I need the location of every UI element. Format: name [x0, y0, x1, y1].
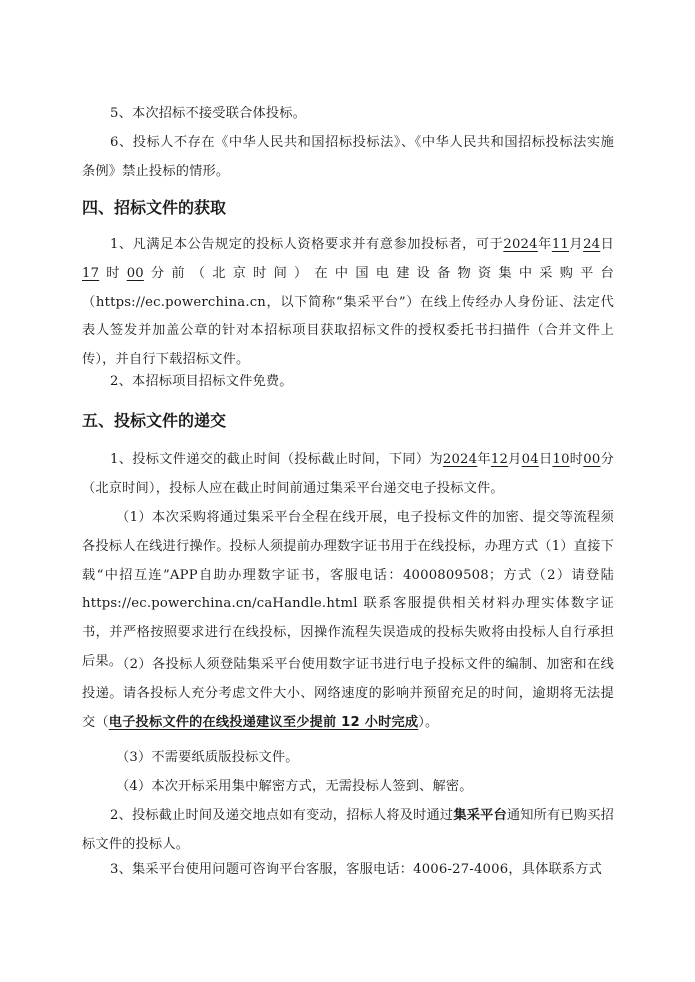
section-5-sub-item-1: （1）本次采购将通过集采平台全程在线开展，电子投标文件的加密、提交等流程须各投标人在线进行操作。投标人须提前办理数字证书用于在线投标，办理方式（1）直接下载“中招互连”APP自助办理数字证书，客服电话：4000809508；方式（2）请登陆 https://ec.powerchina.cn/caHandle.html 联系客服提供相关材料办理实体数字证书，并严格按照要求进行在线投标，因操作流程失误造成的投标失败将由投标人自行承担后果。 — [82, 510, 614, 669]
section-4-paragraph-1: 1、凡满足本公告规定的投标人资格要求并有意参加投标者，可于2024年11月24日17时00分前（北京时间）在中国电建设备物资集中采购平台（https://ec.powerchina.cn，以下简称“集采平台”）在线上传经办人身份证、法定代表人签发并加盖公章的针对本招标项目获取招标文件的授权委托书扫描件（合并文件上传），并自行下载招标文件。 — [82, 237, 614, 368]
section-5-paragraph-2: 2、投标截止时间及递交地点如有变动，招标人将及时通过集采平台通知所有已购买招标文件的投标人。 — [82, 808, 614, 852]
section-5-paragraph-3: 3、集采平台使用问题可咨询平台客服，客服电话：4006-27-4006，具体联系方式 — [110, 862, 603, 877]
platform-name: 集采平台 — [453, 808, 507, 823]
section-4-paragraph-2: 2、本招标项目招标文件免费。 — [110, 374, 293, 389]
section-5-sub-item-4: （4）本次开标采用集中解密方式，无需投标人签到、解密。 — [116, 779, 473, 794]
section-5-paragraph-1: 1、投标文件递交的截止时间（投标截止时间，下同）为2024年12月04日10时00分（北京时间），投标人应在截止时间前通过集采平台递交电子投标文件。 — [82, 452, 614, 496]
deadline-advice: 电子投标文件的在线投递建议至少提前 12 小时完成 — [108, 714, 419, 730]
section-4-title: 四、招标文件的获取 — [82, 198, 227, 217]
section-5-sub-item-3: （3）不需要纸质版投标文件。 — [116, 750, 299, 765]
item-5: 5、本次招标不接受联合体投标。 — [110, 106, 307, 121]
item-6: 6、投标人不存在《中华人民共和国招标投标法》、《中华人民共和国招标投标法实施条例》禁止投标的情形。 — [82, 135, 614, 179]
section-5-title: 五、投标文件的递交 — [82, 411, 227, 430]
section-5-sub-item-2: （2）各投标人须登陆集采平台使用数字证书进行电子投标文件的编制、加密和在线投递。请各投标人充分考虑文件大小、网络速度的影响并预留充足的时间，逾期将无法提交（电子投标文件的在线投递建议至少提前 12 小时完成）。 — [82, 657, 614, 730]
